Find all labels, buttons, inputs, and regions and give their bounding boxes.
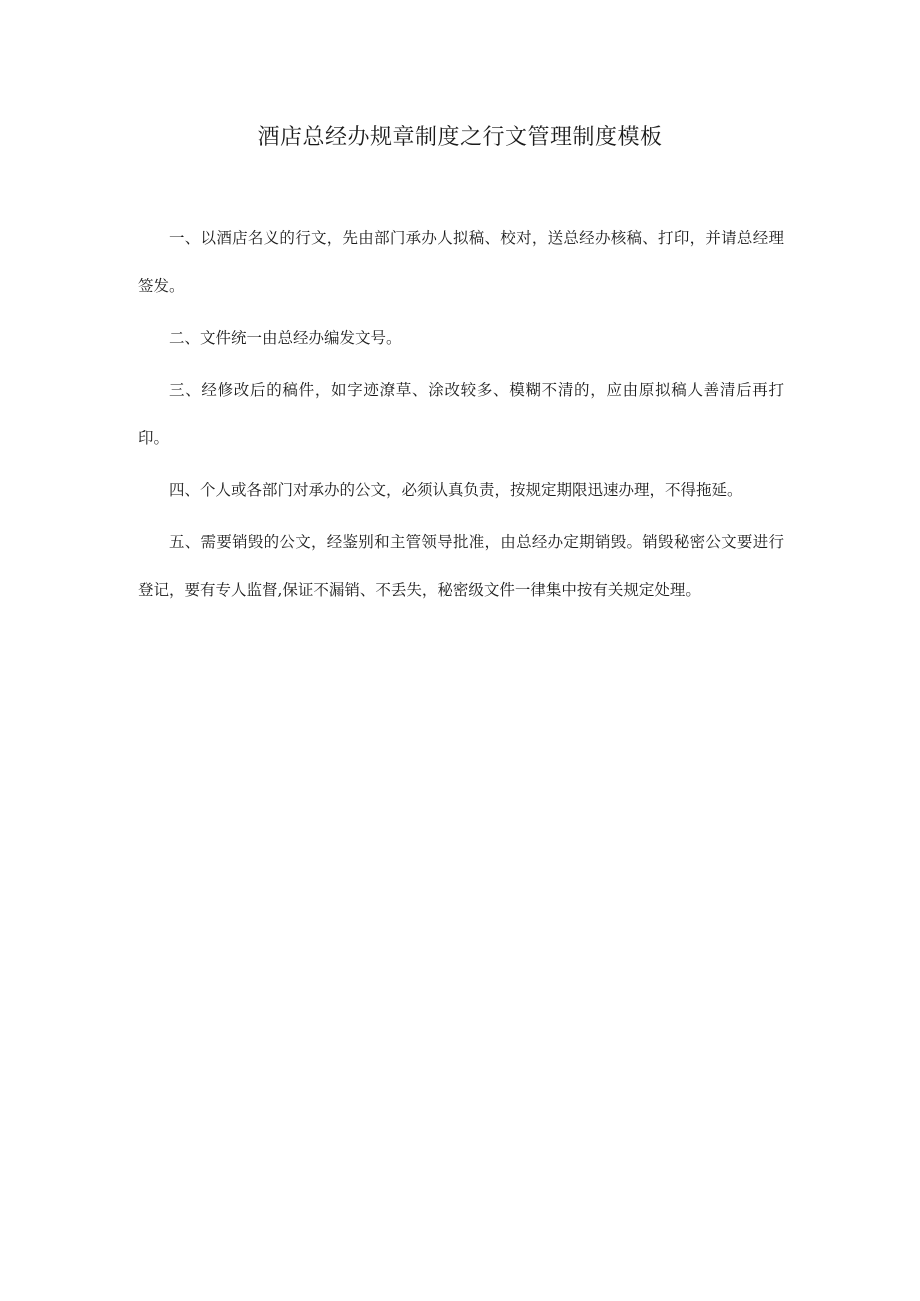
document-body bbox=[138, 214, 784, 618]
paragraph-3: 三、经修改后的稿件，如字迹潦草、涂改较多、模糊不清的，应由原拟稿人善清后再打印。 bbox=[138, 381, 784, 447]
paragraph-5: 五、需要销毁的公文，经鉴别和主管领导批准，由总经办定期销毁。销毁秘密公文要进行登记，要有专人监督,保证不漏销、不丢失，秘密级文件一律集中按有关规定处理。 bbox=[138, 533, 784, 599]
paragraph-2: 二、文件统一由总经办编发文号。 bbox=[169, 329, 402, 347]
document-title: 酒店总经办规章制度之行文管理制度模板 bbox=[257, 125, 663, 150]
paragraph-4: 四、个人或各部门对承办的公文，必须认真负责，按规定期限迅速办理，不得拖延。 bbox=[169, 481, 743, 499]
paragraph-1: 一、以酒店名义的行文，先由部门承办人拟稿、校对，送总经办核稿、打印，并请总经理签发。 bbox=[138, 229, 784, 295]
